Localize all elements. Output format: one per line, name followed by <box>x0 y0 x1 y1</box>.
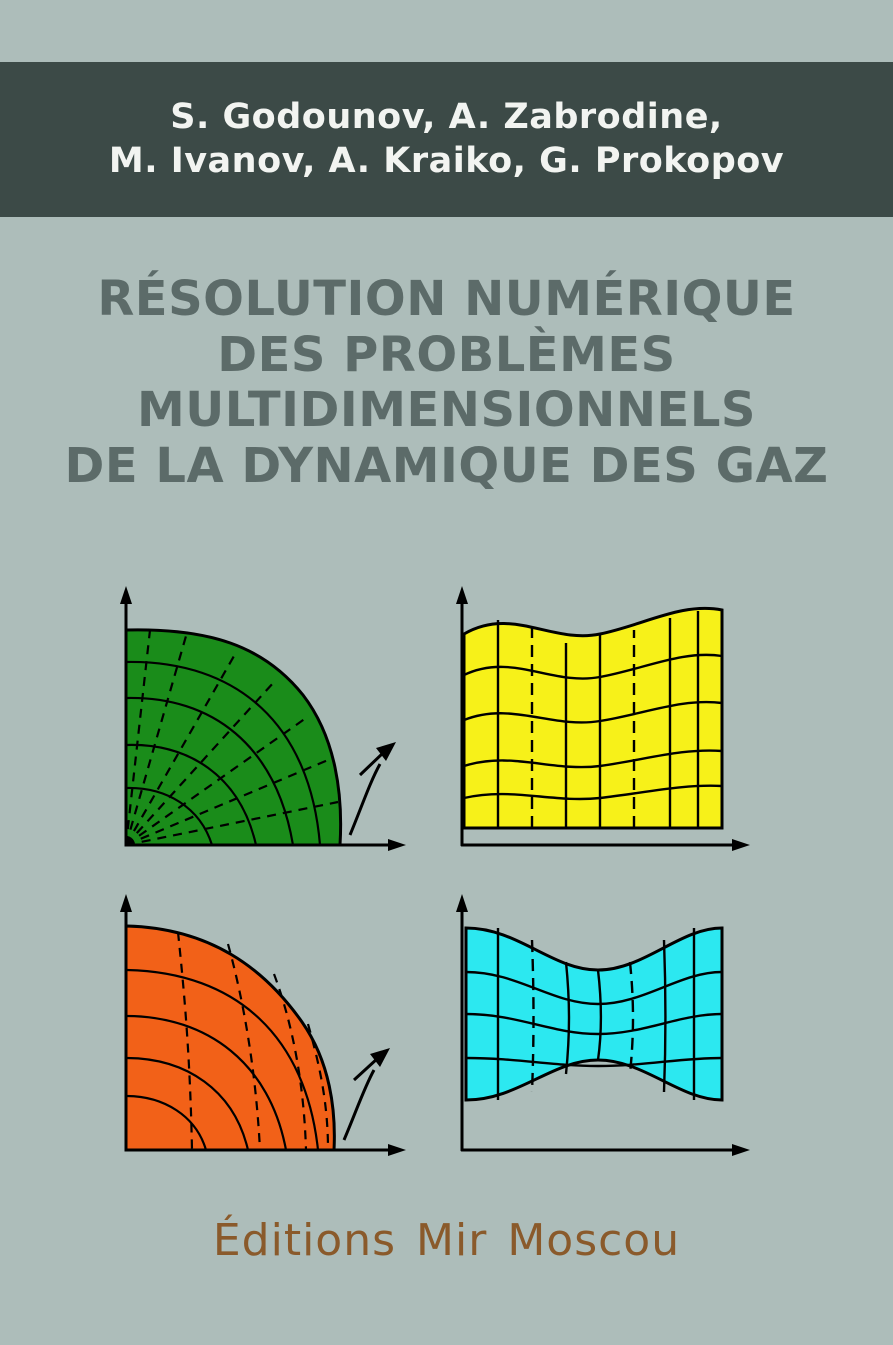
green-region <box>126 630 341 845</box>
title-line-1: RÉSOLUTION NUMÉRIQUE <box>97 271 796 327</box>
author-band <box>0 62 893 217</box>
title-line-2: DES PROBLÈMES <box>217 326 676 383</box>
page-title <box>0 272 893 495</box>
yellow-rectangular-grid-diagram <box>432 570 762 875</box>
author-line-1: S. Godounov, A. Zabrodine, <box>170 96 723 137</box>
green-curvilinear-grid-diagram <box>88 570 418 875</box>
cyan-region <box>466 928 722 1100</box>
cover-illustrations <box>0 570 893 1210</box>
title-line-4: DE LA DYNAMIQUE DES GAZ <box>64 438 829 495</box>
orange-curvilinear-grid-diagram <box>88 882 418 1187</box>
publisher-word-3: Moscou <box>507 1215 681 1266</box>
title-line-3: MULTIDIMENSIONNELS <box>137 382 756 439</box>
publisher-word-1: Éditions <box>212 1215 397 1266</box>
cyan-wavy-grid-diagram <box>432 882 762 1187</box>
publisher-line <box>0 1215 893 1266</box>
author-line-2: M. Ivanov, A. Kraiko, G. Prokopov <box>108 140 785 181</box>
publisher-word-2: Mir <box>416 1215 488 1266</box>
